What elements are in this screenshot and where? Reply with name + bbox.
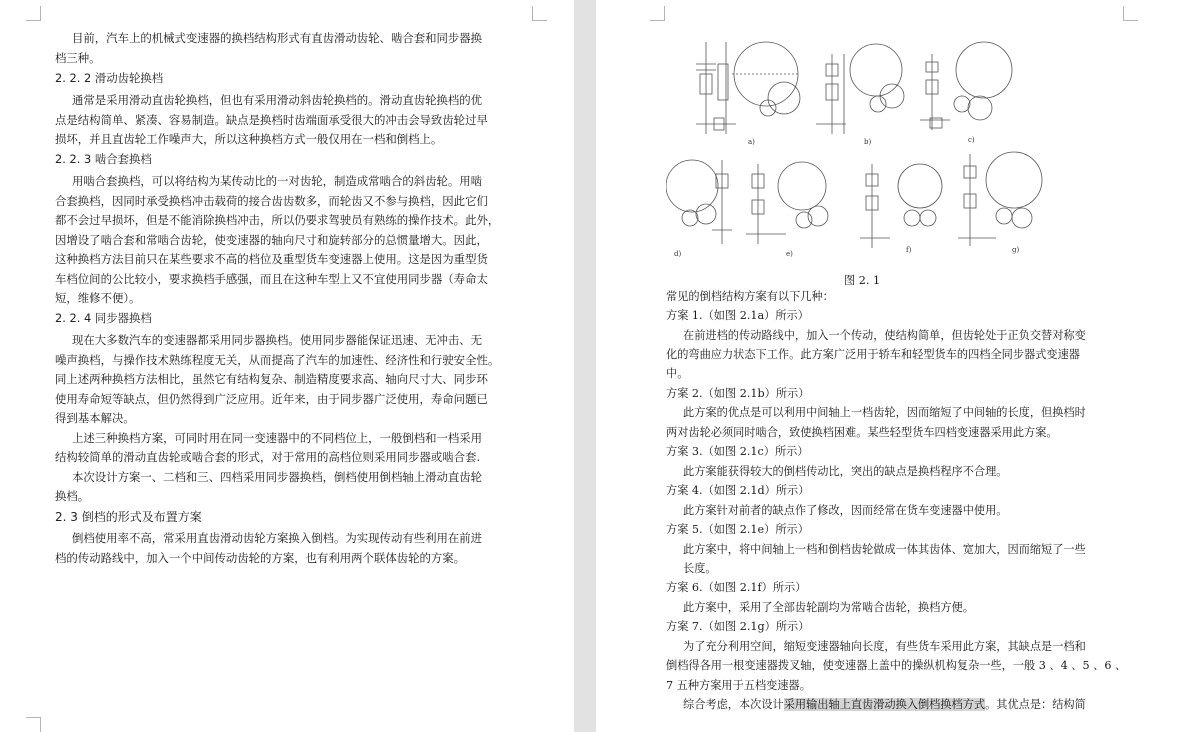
- paragraph-line: 中。: [666, 367, 689, 380]
- section-heading: 2. 2. 4 同步器换档: [55, 311, 152, 325]
- diagram-f: [860, 164, 942, 248]
- paragraph-line: 此方案能获得较大的倒档传动比，突出的缺点是换档程序不合理。: [683, 465, 1008, 478]
- paragraph-line: [666, 698, 1086, 712]
- margin-corner-mark: [26, 717, 41, 732]
- diagram-a: [696, 42, 800, 134]
- margin-corner-mark: [1123, 6, 1138, 21]
- margin-corner-mark: [26, 6, 41, 21]
- diagram-c: [920, 42, 1012, 130]
- paragraph-line: 此方案中，将中间轴上一档和倒档齿轮做成一体其齿体、宽加大，因而缩短了一些: [683, 543, 1086, 556]
- paragraph-line: 此方案针对前者的缺点作了修改，因而经常在货车变速器中使用。: [683, 504, 1008, 517]
- section-heading: 2. 3 倒档的形式及布置方案: [55, 510, 202, 524]
- paragraph-line: 两对齿轮必须同时啮合，致使换档困难。某些轻型货车四档变速器采用此方案。: [666, 426, 1058, 439]
- scheme-heading: 方案 6.（如图 2.1f）所示）: [666, 581, 807, 594]
- document-page-left: [0, 0, 574, 732]
- paragraph-line: 7 五种方案用于五档变速器。: [666, 679, 811, 692]
- scheme-heading: 方案 1.（如图 2.1a）所示）: [666, 309, 809, 322]
- paragraph-line: 使用寿命短等缺点，但仍然得到广泛应用。近年来，由于同步器广泛使用，寿命问题已: [55, 392, 488, 406]
- paragraph-line: 倒档使用率不高，常采用直齿滑动齿轮方案换入倒档。为实现传动有些利用在前进: [72, 531, 483, 545]
- selected-text[interactable]: 采用输出轴上直齿滑动换入倒档换档方式: [783, 698, 986, 711]
- paragraph-line: 通常是采用滑动直齿轮换档，但也有采用滑动斜齿轮换档的。滑动直齿轮换档的优: [72, 93, 483, 107]
- paragraph-line: 常见的倒档结构方案有以下几种：: [666, 290, 834, 303]
- paragraph-line: 现在大多数汽车的变速器都采用同步器换档。使用同步器能保证迅速、无冲击、无: [72, 333, 483, 347]
- scheme-heading: 方案 4.（如图 2.1d）所示）: [666, 484, 810, 497]
- scheme-heading: 方案 7.（如图 2.1g）所示）: [666, 620, 810, 633]
- scheme-heading: 方案 2.（如图 2.1b）所示）: [666, 387, 810, 400]
- paragraph-line: 损坏，并且直齿轮工作噪声大，所以这种换档方式一般仅用在一档和倒档上。: [55, 132, 443, 146]
- figure-label-b: b): [864, 138, 872, 146]
- paragraph-line: 此方案的优点是可以利用中间轴上一档齿轮，因而缩短了中间轴的长度，但换档时: [683, 406, 1086, 419]
- paragraph-line: 因增设了啮合套和常啮合齿轮，使变速器的轴向尺寸和旋转部分的总惯量增大。因此，: [55, 233, 488, 247]
- figure-label-d: d): [674, 250, 682, 258]
- paragraph-line: 结构较简单的滑动直齿轮或啮合套的形式，对于常用的高档位则采用同步器或啮合套.: [55, 450, 481, 464]
- paragraph-line: 为了充分利用空间，缩短变速器轴向长度，有些货车采用此方案，其缺点是一档和: [683, 640, 1086, 653]
- paragraph-line: 换档。: [55, 489, 90, 503]
- diagram-b: [816, 44, 904, 134]
- paragraph-line: 在前进档的传动路线中，加入一个传动，使结构简单，但齿轮处于正负交替对称变: [683, 329, 1086, 342]
- diagram-g: [958, 152, 1042, 246]
- scheme-heading: 方案 5.（如图 2.1e）所示）: [666, 523, 809, 536]
- gear-diagram-figure: [666, 34, 1046, 266]
- paragraph-line: 本次设计方案一、二档和三、四档采用同步器换档，倒档使用倒档轴上滑动直齿轮: [72, 470, 483, 484]
- page-gap: [574, 0, 596, 732]
- paragraph-line: 用啮合套换档，可以将结构为某传动比的一对齿轮，制造成常啮合的斜齿轮。用啮: [72, 174, 483, 188]
- margin-corner-mark: [532, 6, 547, 21]
- section-heading: 2. 2. 2 滑动齿轮换档: [55, 71, 164, 85]
- text-run: 。其优点是：结构简: [985, 698, 1086, 711]
- diagram-d: [666, 160, 732, 244]
- text-run: 综合考虑，本次设计: [683, 698, 784, 711]
- paragraph-line: 短，维修不便）。: [55, 291, 141, 305]
- paragraph-line: 档的传动路线中，加入一个中间传动齿轮的方案，也有利用两个联体齿轮的方案。: [55, 551, 466, 565]
- paragraph-line: 目前，汽车上的机械式变速器的换档结构形式有直齿滑动齿轮、啮合套和同步器换: [72, 31, 483, 45]
- figure-label-g: g): [1012, 246, 1020, 254]
- margin-corner-mark: [650, 6, 665, 21]
- paragraph-line: 此方案中，采用了全部齿轮副均为常啮合齿轮，换档方便。: [683, 601, 974, 614]
- scheme-heading: 方案 3.（如图 2.1c）所示）: [666, 445, 809, 458]
- figure-label-f: f): [906, 246, 912, 254]
- diagram-e: [746, 162, 828, 244]
- paragraph-line: 上述三种换档方案，可同时用在同一变速器中的不同档位上，一般倒档和一档采用: [72, 431, 483, 445]
- paragraph-line: 得到基本解决。: [55, 411, 135, 425]
- section-heading: 2. 2. 3 啮合套换档: [55, 152, 152, 166]
- paragraph-line: 合套换档，因同时承受换档冲击载荷的接合齿齿数多，而轮齿又不参与换档，因此它们: [55, 194, 488, 208]
- paragraph-line: 档三种。: [55, 51, 101, 65]
- paragraph-line: 倒档得各用一根变速器拨叉轴，使变速器上盖中的操纵机构复杂一些，一般 3 、4 、5 、6 、: [666, 659, 1127, 672]
- figure-label-e: e): [786, 250, 793, 258]
- figure-caption: 图 2. 1: [844, 274, 881, 287]
- paragraph-line: 车档位间的公比较小，要求换档手感强，而且在这种车型上又不宜使用同步器（寿命太: [55, 272, 488, 286]
- paragraph-line: 都不会过早损坏，但是不能消除换档冲击，所以仍要求驾驶员有熟练的操作技术。此外，: [55, 213, 500, 227]
- paragraph-line: 化的弯曲应力状态下工作。此方案广泛用于轿车和轻型货车的四档全同步器式变速器: [666, 348, 1080, 361]
- paragraph-line: 这种换档方法目前只在某些要求不高的档位及重型货车变速器上使用。这是因为重型货: [55, 252, 488, 266]
- figure-label-c: c): [968, 136, 975, 144]
- figure-label-a: a): [748, 138, 755, 146]
- paragraph-line: 噪声换档，与操作技术熟练程度无关，从而提高了汽车的加速性、经济性和行驶安全性。: [55, 353, 500, 367]
- paragraph-line: 长度。: [683, 562, 717, 575]
- paragraph-line: 点是结构简单、紧凑、容易制造。缺点是换档时齿端面承受很大的冲击会导致齿轮过早: [55, 113, 488, 127]
- paragraph-line: 同上述两种换档方法相比，虽然它有结构复杂、制造精度要求高、轴向尺寸大、同步环: [55, 372, 488, 386]
